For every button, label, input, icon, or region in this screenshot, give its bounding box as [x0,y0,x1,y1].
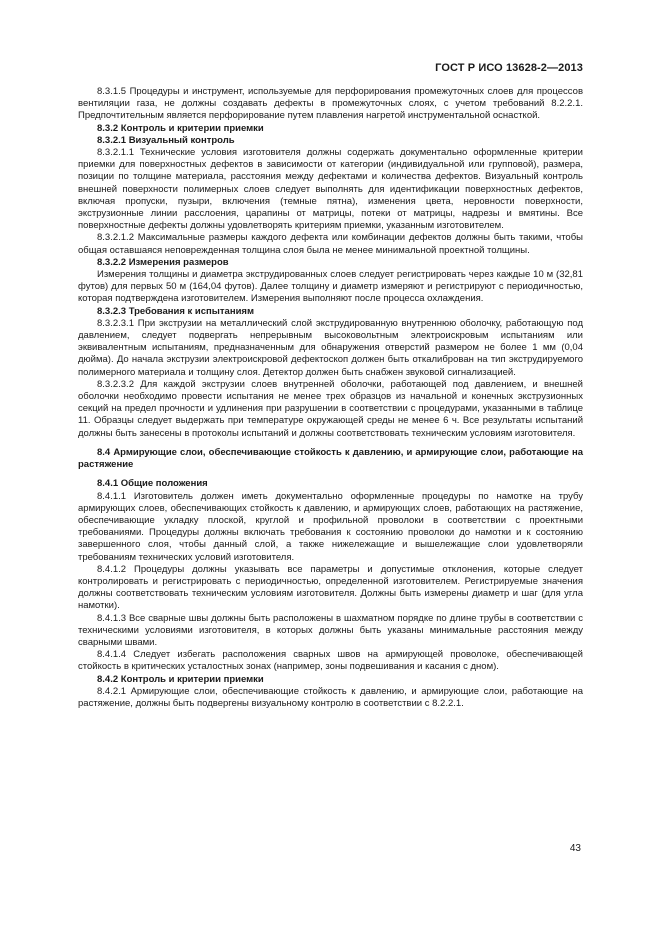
document-body [78,86,583,710]
heading-8-3-2: 8.3.2 Контроль и критерии приемки [97,122,264,134]
paragraph-8-4-1-3: 8.4.1.3 Все сварные швы должны быть расположены в шахматном порядке по длине трубы в соответствии с техническими условиями изготовителя, в которых должны быть указаны минимальные расстояния между сварными швами. [78,612,583,648]
heading-8-4-2: 8.4.2 Контроль и критерии приемки [97,673,264,685]
paragraph-8-4-1-4: 8.4.1.4 Следует избегать расположения сварных швов на армирующей проволоке, обеспечивающей стойкость в критических усталостных зонах (например, зоны подвешивания и касания с дном). [78,649,583,673]
heading-8-3-2-3: 8.3.2.3 Требования к испытаниям [97,305,254,317]
paragraph-8-4-1-2: 8.4.1.2 Процедуры должны указывать все параметры и допустимые отклонения, которые следует контролировать и регистрировать с периодичностью, определенной изготовителем. Регистрируемые значения должны соответствовать техническим условиям изготовителя. Должны быть измерены диаметр и шаг (для угла намотки). [78,563,583,612]
paragraph-measurements: Измерения толщины и диаметра экструдированных слоев следует регистрировать через каждые 10 м (32,81 футов) для первых 50 м (164,04 футов). Далее толщину и диаметр измеряют и регистрируют с периодичностью, которая подтверждена изготовителем. Измерения выполняют после процесса охлаждения. [78,269,583,305]
heading-8-4-1: 8.4.1 Общие положения [97,478,208,490]
paragraph-8-3-2-1-1: 8.3.2.1.1 Технические условия изготовителя должны содержать документально оформленные критерии приемки для поверхностных дефектов в зависимости от категории (индивидуальной или групповой), размера, позиции по толщине материала, расстояния между дефектами и количества дефектов. Визуальный контроль внешней поверхности полимерных слоев следует выполнять для идентификации поверхностных дефектов, включая пропуски, пузыри, включения (темные пятна), изменения цвета, неровности поверхности, экструзионные линии расслоения, царапины от матрицы, потеки от матрицы, надрезы и вмятины. Все поверхностные дефекты должны удовлетворять критериям приемки, указанным изготовителем. [78,147,583,232]
heading-8-4: 8.4 Армирующие слои, обеспечивающие стойкость к давлению, и армирующие слои, работающие на растяжение [78,446,583,471]
heading-8-3-2-1: 8.3.2.1 Визуальный контроль [97,134,235,146]
heading-8-3-2-2: 8.3.2.2 Измерения размеров [97,256,229,268]
paragraph-8-3-2-3-2: 8.3.2.3.2 Для каждой экструзии слоев внутренней оболочки, работающей под давлением, и внешней оболочки необходимо провести испытания не менее трех образцов из начальной и конечных экструзионных секций на предел прочности и удлинения при разрушении в соответствии с процедурами, указанными в таблице 11. Образцы следует выдержать при температуре окружающей среды не менее 6 ч. Все результаты испытаний должны быть занесены в протоколы испытаний и должны соответствовать техническим условиям изготовителя. [78,378,583,439]
page-number: 43 [569,843,581,854]
document-header: ГОСТ Р ИСО 13628-2—2013 [435,62,583,74]
paragraph-8-4-1-1: 8.4.1.1 Изготовитель должен иметь документально оформленные процедуры по намотке на трубу армирующих слоев, обеспечивающих стойкость к давлению, и армирующих слоев, работающих на растяжение, обеспечивающие укладку плоской, круглой и профильной проволоки в соответствии с проектными требованиями. Процедуры должны включать требования к состоянию проволоки до намотки и к состоянию завершенного слоя, чтобы данный слой, а также нижележащие и вышележащие слои удовлетворяли требованиям технических условий изготовителя. [78,490,583,563]
paragraph-8-3-1-5: 8.3.1.5 Процедуры и инструмент, используемые для перфорирования промежуточных слоев для процессов вентиляции газа, не должны создавать дефекты в промежуточных слоях, с учетом требований 8.2.2.1. Предпочтительным является перфорирование путем плавления нагретой инструментальной оснасткой. [78,86,583,122]
paragraph-8-4-2-1: 8.4.2.1 Армирующие слои, обеспечивающие стойкость к давлению, и армирующие слои, работающие на растяжение, должны быть подвергены визуальному контролю в соответствии с 8.2.2.1. [78,685,583,709]
paragraph-8-3-2-1-2: 8.3.2.1.2 Максимальные размеры каждого дефекта или комбинации дефектов должны быть такими, чтобы общая оставшаяся неповрежденная толщина слоя была не менее минимальной проектной толщины. [78,232,583,256]
paragraph-8-3-2-3-1: 8.3.2.3.1 При экструзии на металлический слой экструдированную внутреннюю оболочку, работающую под давлением, следует подвергать непрерывным высоковольтным электроискровым испытаниям или эквивалентным испытаниям, предназначенным для обнаружения отверстий размером не более 1 мм (0,04 дюйма). До начала экструзии электроискровой дефектоскоп должен быть откалиброван на тип экструдируемого полимерного материала и толщину слоя. Детектор должен быть снабжен звуковой сигнализацией. [78,317,583,378]
